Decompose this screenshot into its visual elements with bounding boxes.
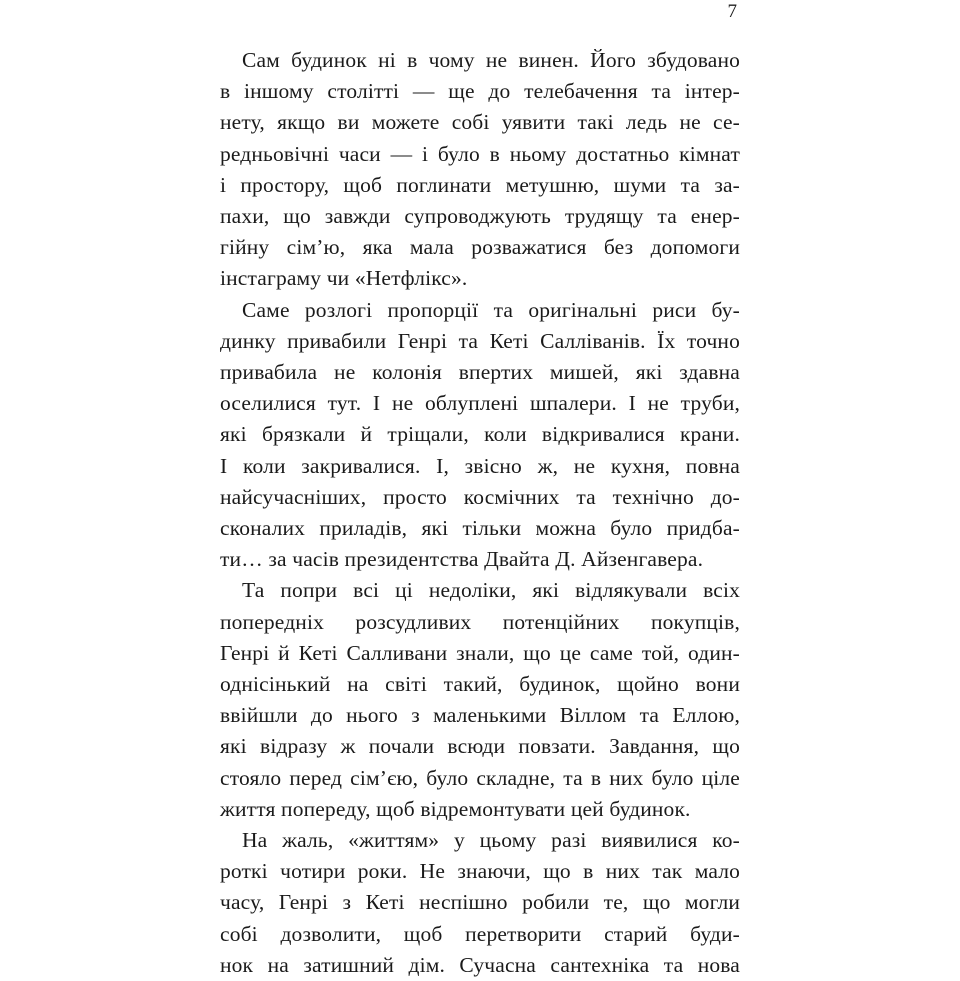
text-line: однісінький на світі такий, будинок, щойно вони: [220, 672, 740, 697]
text-line: сконалих приладів, які тільки можна було придба-: [220, 516, 740, 541]
body-text: [220, 45, 740, 981]
text-line: попередніх розсудливих потенційних покупців,: [220, 609, 740, 634]
text-line: в іншому столітті — ще до телебачення та інтер-: [220, 79, 740, 104]
text-line: оселилися тут. І не облуплені шпалери. І не труби,: [220, 391, 740, 416]
text-line: життя попереду, щоб відремонтувати цей будинок.: [220, 796, 691, 821]
text-line: ввійшли до нього з маленькими Віллом та Еллою,: [220, 703, 740, 728]
text-line: роткі чотири роки. Не знаючи, що в них так мало: [220, 859, 740, 884]
page-number: 7: [727, 1, 737, 22]
text-line: Генрі й Кеті Салливани знали, що це саме той, один-: [220, 640, 740, 665]
text-line: ти… за часів президентства Двайта Д. Айзенгавера.: [220, 547, 704, 572]
paragraph-1: [220, 45, 740, 295]
text-line: і простору, щоб поглинати метушню, шуми та за-: [220, 172, 740, 197]
paragraph-4: [220, 825, 740, 981]
paragraph-2: [220, 295, 740, 576]
text-line: інстаграму чи «Нетфлікс».: [220, 266, 468, 291]
text-line: пахи, що завжди супроводжують трудящу та енер-: [220, 204, 740, 229]
paragraph-3: [220, 575, 740, 825]
text-line: І коли закривалися. І, звісно ж, не кухня, повна: [220, 453, 740, 478]
text-line: найсучасніших, просто космічних та технічно до-: [220, 484, 740, 509]
text-line: динку привабили Генрі та Кеті Салліванів. Їх точно: [220, 328, 740, 353]
text-line: стояло перед сім’єю, було складне, та в них було ціле: [220, 765, 740, 790]
text-line: нету, якщо ви можете собі уявити такі ледь не се-: [220, 110, 740, 135]
text-line: собі дозволити, щоб перетворити старий буди-: [220, 921, 740, 946]
text-line: Саме розлогі пропорції та оригінальні риси бу-: [242, 297, 740, 322]
text-line: На жаль, «життям» у цьому разі виявилися ко-: [242, 828, 740, 853]
text-line: нок на затишний дім. Сучасна сантехніка та нова: [220, 952, 740, 977]
text-line: які відразу ж почали всюди повзати. Завдання, що: [220, 734, 740, 759]
text-line: які брязкали й тріщали, коли відкривалися крани.: [220, 422, 740, 447]
text-line: привабила не колонія впертих мишей, які здавна: [220, 360, 740, 385]
text-line: Та попри всі ці недоліки, які відлякували всіх: [242, 578, 740, 603]
text-line: редньовічні часи — і було в ньому достатньо кімнат: [220, 141, 740, 166]
text-line: гійну сім’ю, яка мала розважатися без допомоги: [220, 235, 740, 260]
text-line: Сам будинок ні в чому не винен. Його збудовано: [242, 48, 740, 72]
text-line: часу, Генрі з Кеті неспішно робили те, що могли: [220, 890, 740, 915]
